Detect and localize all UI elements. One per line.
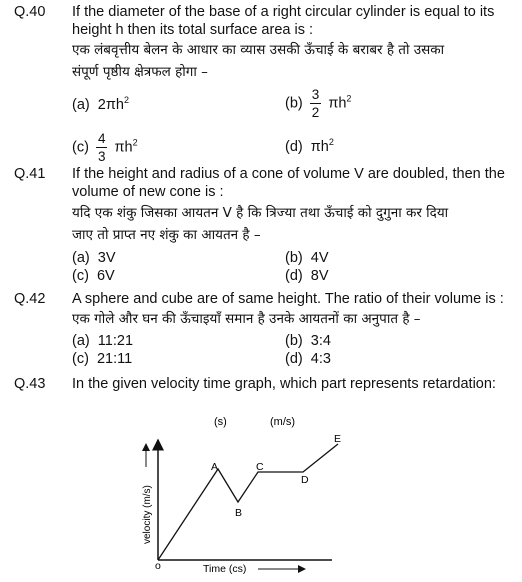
- option-label: (a): [72, 96, 90, 113]
- option-label: (b): [285, 333, 303, 349]
- question-text-line: height h then its total surface area is :: [72, 22, 313, 38]
- option-b[interactable]: [285, 331, 331, 351]
- origin-label: o: [155, 560, 161, 572]
- option-text: πh: [328, 95, 347, 112]
- option-label: (a): [72, 250, 90, 266]
- option-text: πh: [114, 139, 133, 156]
- option-label: (c): [72, 268, 89, 284]
- question-text-line: A sphere and cube are of same height. The ratio of their volume is :: [72, 291, 504, 307]
- option-text: 11:21: [97, 333, 134, 349]
- question-hindi-line: जाए तो प्राप्त नए शंकु का आयतन है –: [72, 227, 261, 243]
- fraction-denominator: 2: [311, 105, 320, 120]
- question-number: Q.40: [14, 4, 46, 20]
- option-label: (b): [285, 250, 303, 266]
- option-text: 2πh: [97, 96, 124, 113]
- question-hindi-line: एक गोले और घन की ऊँचाइयाँ समान है उनके आयतनों का अनुपात है –: [72, 311, 421, 327]
- point-label-d: D: [301, 474, 309, 486]
- exponent: 2: [132, 137, 138, 148]
- option-d[interactable]: [285, 132, 334, 157]
- point-label-a: A: [211, 461, 219, 473]
- option-text: 6V: [96, 268, 115, 284]
- point-label-b: B: [235, 507, 243, 519]
- velocity-time-graph: [0, 392, 522, 582]
- option-label: (c): [72, 351, 89, 367]
- option-text: 3:4: [310, 333, 331, 349]
- question-hindi-line: एक लंबवृत्तीय बेलन के आधार का व्यास उसकी ऊँचाई के बराबर है तो उसका: [72, 42, 445, 58]
- question-number: Q.43: [14, 376, 46, 392]
- option-text: 21:11: [96, 351, 133, 367]
- point-label-c: C: [256, 461, 264, 473]
- label-s: (s): [214, 416, 227, 428]
- option-text: 4V: [310, 250, 329, 266]
- option-text: 8V: [310, 268, 329, 284]
- exponent: 2: [123, 95, 129, 105]
- option-text: 4:3: [310, 351, 331, 367]
- question-text-line: volume of new cone is :: [72, 184, 224, 200]
- option-c[interactable]: [72, 349, 132, 369]
- question-text-line: If the diameter of the base of a right circular cylinder is equal to its: [72, 4, 495, 20]
- option-d[interactable]: [285, 266, 329, 286]
- option-label: (a): [72, 333, 90, 349]
- exponent: 2: [328, 137, 334, 147]
- question-number: Q.41: [14, 166, 46, 182]
- fraction: [96, 130, 108, 165]
- option-text: πh: [310, 138, 329, 155]
- option-b[interactable]: [285, 248, 329, 268]
- point-label-e: E: [334, 433, 342, 445]
- question-number: Q.42: [14, 291, 46, 307]
- option-label: (b): [285, 95, 303, 112]
- y-axis-label: velocity (m/s): [142, 485, 153, 544]
- question-41: [14, 164, 514, 289]
- option-label: (d): [285, 138, 303, 155]
- option-label: (c): [72, 139, 89, 156]
- option-c[interactable]: [72, 130, 138, 165]
- fraction-numerator: 4: [97, 131, 106, 146]
- velocity-curve: [158, 444, 338, 560]
- question-hindi-line: संपूर्ण पृष्ठीय क्षेत्रफल होगा –: [72, 64, 208, 80]
- option-text: 3V: [97, 250, 116, 266]
- question-42: [14, 289, 514, 374]
- option-label: (d): [285, 351, 303, 367]
- fraction-numerator: 3: [311, 87, 320, 102]
- option-a[interactable]: [72, 331, 133, 351]
- option-c[interactable]: [72, 266, 115, 286]
- fraction-denominator: 3: [97, 149, 106, 164]
- option-d[interactable]: [285, 349, 331, 369]
- question-text-line: If the height and radius of a cone of volume V are doubled, then the: [72, 166, 505, 182]
- x-axis-label: Time (cs): [203, 563, 247, 575]
- option-label: (d): [285, 268, 303, 284]
- question-hindi-line: यदि एक शंकु जिसका आयतन V है कि त्रिज्या तथा ऊँचाई को दुगुना कर दिया: [72, 205, 449, 221]
- option-a[interactable]: [72, 248, 116, 268]
- option-b[interactable]: [285, 86, 351, 121]
- question-text-line: In the given velocity time graph, which part represents retardation:: [72, 376, 496, 392]
- fraction: [310, 86, 322, 121]
- question-40: [14, 2, 514, 167]
- label-ms: (m/s): [270, 416, 296, 428]
- exponent: 2: [346, 93, 352, 104]
- option-a[interactable]: [72, 90, 129, 115]
